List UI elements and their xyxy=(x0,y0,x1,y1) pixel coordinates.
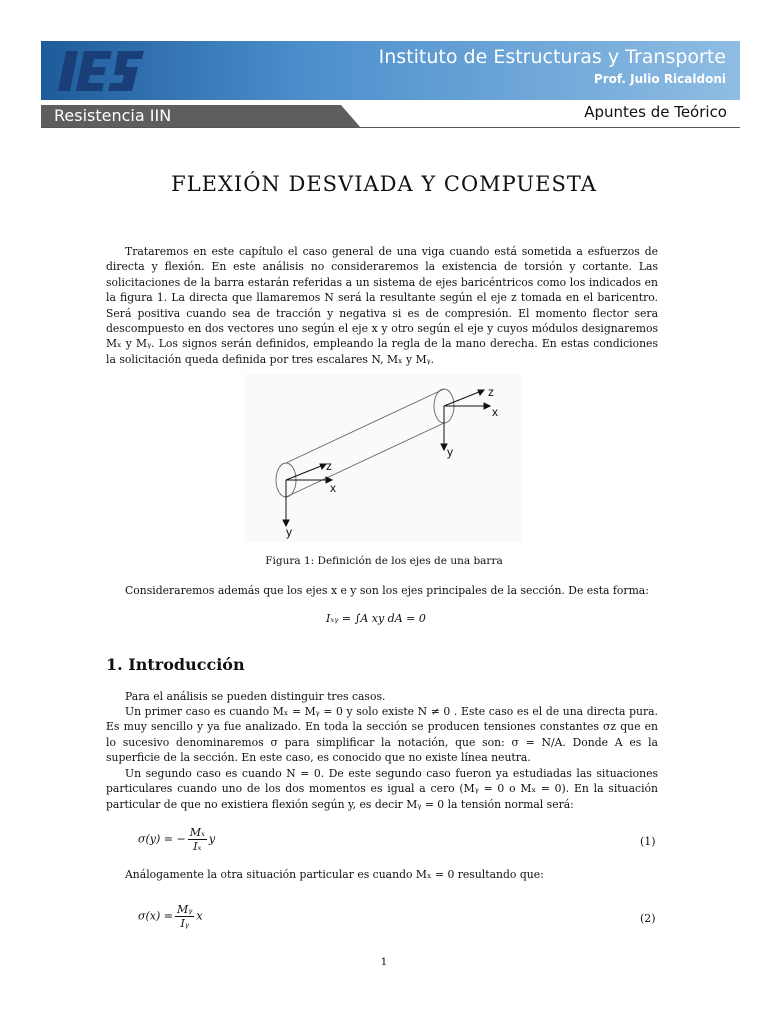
eq1-denominator: Iₓ xyxy=(193,840,202,853)
section-label: Apuntes de Teórico xyxy=(584,103,727,121)
beam-edge-top xyxy=(286,389,444,463)
label-z-left: z xyxy=(326,459,332,473)
eq2-denominator: Iᵧ xyxy=(180,917,189,930)
professor-name: Prof. Julio Ricaldoni xyxy=(593,72,726,86)
equation-2-number: (2) xyxy=(640,912,656,925)
ies-logo xyxy=(56,45,146,97)
paragraph-second-case: Un segundo caso es cuando N = 0. De este segundo caso fueron ya estudiadas las situaciones particulares cuando uno de los dos momentos es igual a cero (Mᵧ = 0 o Mₓ = 0). En la situación particular de que no existiera flexión según y, es decir Mᵧ = 0 la tensión normal será: xyxy=(106,767,658,811)
course-name: Resistencia IIN xyxy=(54,106,172,125)
label-x-left: x xyxy=(330,481,336,495)
paragraph-first-case: Un primer caso es cuando Mₓ = Mᵧ = 0 y solo existe N ≠ 0 . Este caso es el de una directa pura. Es muy sencillo y ya fue analizado. En toda la sección se producen tensiones constantes σz que en lo sucesivo denominaremos σ para simplificar la notación, que son: σ = N/A. Donde A es la superficie de la sección. En este caso, es conocido que no existe línea neutra. xyxy=(106,705,658,765)
eq1-fraction xyxy=(188,826,207,853)
label-x-right: x xyxy=(492,405,498,419)
institution-name: Instituto de Estructuras y Transporte xyxy=(378,46,726,68)
beam-edge-bottom xyxy=(286,423,444,497)
equation-2 xyxy=(138,903,203,930)
header-divider xyxy=(41,127,740,128)
paragraph-analog: Análogamente la otra situación particular es cuando Mₓ = 0 resultando que: xyxy=(125,868,544,881)
equation-1-number: (1) xyxy=(640,835,656,848)
figure-caption: Figura 1: Definición de los ejes de una barra xyxy=(265,555,503,567)
section-heading-introduccion: 1. Introducción xyxy=(106,655,245,674)
paragraph-cases: Para el análisis se pueden distinguir tres casos. xyxy=(125,690,386,703)
label-y-left: y xyxy=(286,525,292,539)
intro-paragraph: Trataremos en este capítulo el caso general de una viga cuando está sometida a esfuerzos de directa y flexión. En este análisis no consideraremos la existencia de torsión y cortante. Las solicitaciones de la barra estarán referidas a un sistema de ejes baricéntricos como los indicados en la figura 1. La directa que llamaremos N será la resultante según el eje z tomada en el baricentro. Será positiva cuando sea de tracción y negativa si es de compresión. El momento flector sera descompuesto en dos vectores uno según el eje x y otro según el eje y cuyos módulos designaremos Mₓ y Mᵧ. Los signos serán definidos, empleando la regla de la mano derecha. En estas condiciones la solicitación queda definida por tres escalares N, Mₓ y Mᵧ. xyxy=(106,245,658,366)
eq2-numerator: Mᵧ xyxy=(177,903,193,916)
eq2-tail: x xyxy=(196,909,203,923)
label-y-right: y xyxy=(447,445,453,459)
eq2-fraction xyxy=(175,903,194,930)
eq1-numerator: Mₓ xyxy=(189,826,205,839)
principal-axes-text: Consideraremos además que los ejes x e y son los ejes principales de la sección. De esta forma: xyxy=(125,584,649,597)
document-title: FLEXIÓN DESVIADA Y COMPUESTA xyxy=(171,172,597,196)
equation-1 xyxy=(138,826,215,853)
beam-axes-figure xyxy=(244,374,522,542)
equation-ixy: Iₓᵧ = ∫A xy dA = 0 xyxy=(326,612,426,625)
eq1-lhs: σ(y) = − xyxy=(138,832,186,846)
eq1-tail: y xyxy=(208,832,216,846)
page-number: 1 xyxy=(380,956,388,968)
eq2-lhs: σ(x) = xyxy=(138,909,174,923)
label-z-right: z xyxy=(488,385,494,399)
